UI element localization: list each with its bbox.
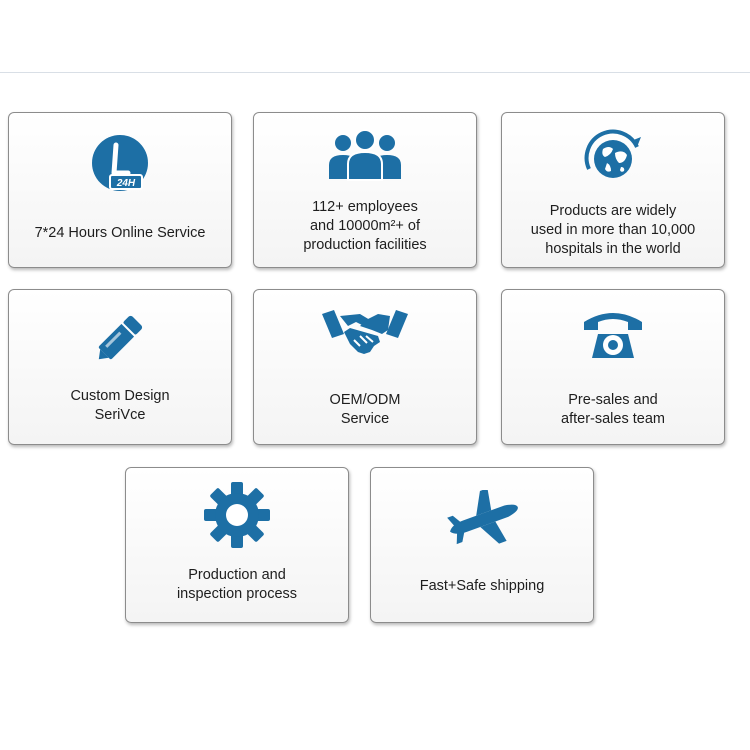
feature-label-line: hospitals in the world [545, 241, 681, 257]
gear-icon [202, 480, 272, 550]
feature-label-line: Custom Design [70, 388, 170, 404]
feature-label [377, 577, 587, 596]
feature-label-line: OEM/ODM [329, 392, 401, 408]
feature-card-online-service [8, 112, 232, 268]
people-group-icon [327, 129, 403, 181]
feature-label-line: inspection process [176, 586, 298, 602]
feature-card-production [125, 467, 349, 623]
feature-label-line: production facilities [303, 237, 427, 253]
feature-label-line: Pre-sales and [568, 392, 658, 408]
clock-24h-label: 24H [116, 178, 136, 189]
feature-card-employees [253, 112, 477, 268]
feature-label [15, 224, 225, 243]
feature-card-shipping [370, 467, 594, 623]
feature-label [508, 391, 718, 429]
feature-label [260, 198, 470, 255]
feature-label [15, 387, 225, 425]
feature-label-line: used in more than 10,000 [530, 222, 696, 238]
feature-label-line: and 10000m²+ of [309, 218, 421, 234]
feature-card-hospitals [501, 112, 725, 268]
telephone-icon [582, 308, 644, 362]
handshake-icon [320, 306, 410, 358]
feature-label [132, 566, 342, 604]
feature-label-line: SeriVce [94, 407, 146, 423]
feature-label-line: 7*24 Hours Online Service [34, 225, 206, 241]
feature-card-custom-design [8, 289, 232, 445]
pen-icon [90, 308, 150, 368]
feature-card-sales-team [501, 289, 725, 445]
feature-label-line: Production and [188, 567, 286, 583]
feature-card-oem-odm [253, 289, 477, 445]
globe-icon [581, 127, 645, 189]
feature-label-line: Products are widely [549, 203, 677, 219]
feature-label-line: Fast+Safe shipping [419, 578, 545, 594]
airplane-icon [442, 490, 522, 550]
feature-label [260, 391, 470, 429]
top-divider [0, 72, 750, 73]
feature-label-line: 112+ employees [312, 199, 418, 215]
feature-label-line: Service [340, 411, 390, 427]
feature-label [508, 202, 718, 259]
clock-24h-icon [90, 133, 150, 193]
feature-label-line: after-sales team [561, 411, 665, 427]
